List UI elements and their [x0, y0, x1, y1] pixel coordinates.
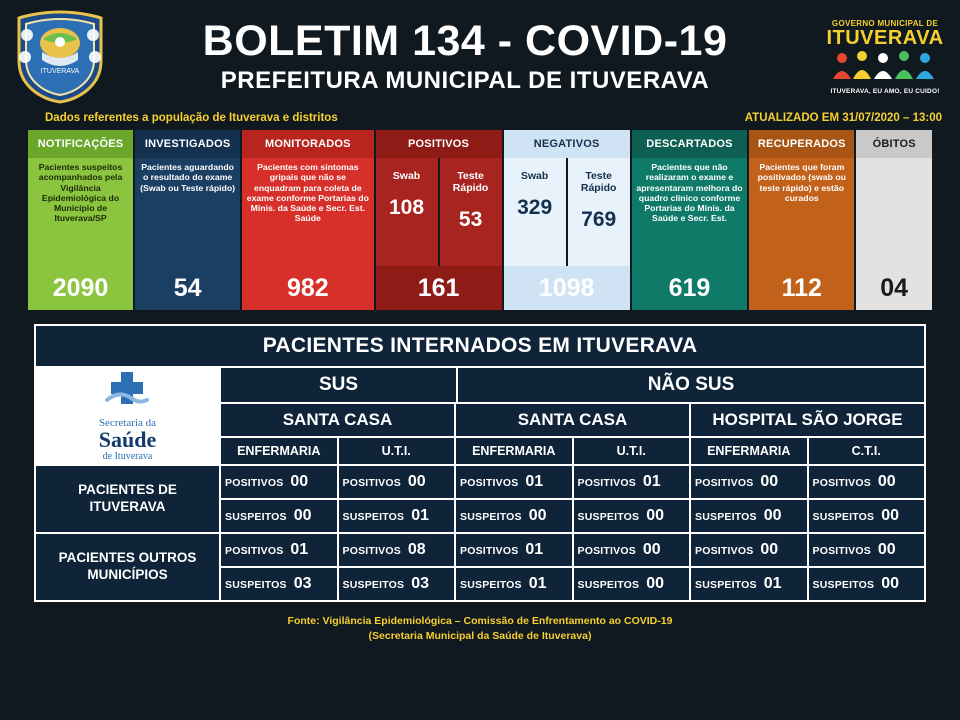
cell-positivos-r0c3	[574, 466, 692, 498]
stat-desc-obitos	[856, 158, 932, 266]
table-row	[36, 532, 924, 600]
value-positivos: 00	[877, 541, 896, 558]
label-suspeitos: SUSPEITOS	[460, 511, 522, 523]
page-title: BOLETIM 134 - COVID-19	[202, 17, 728, 66]
internados-header-grid	[36, 366, 924, 464]
tier1-nao-sus: NÃO SUS	[647, 374, 735, 395]
people-figures-icon	[830, 51, 940, 86]
page-subtitle: PREFEITURA MUNICIPAL DE ITUVERAVA	[220, 66, 710, 94]
cell-suspeitos-r0c0	[221, 500, 339, 532]
cell-positivos-r0c2	[456, 466, 574, 498]
stat-value-notificacoes: 2090	[28, 266, 133, 310]
stat-value-obitos: 04	[856, 266, 932, 310]
label-positivos: POSITIVOS	[577, 545, 636, 557]
label-suspeitos: SUSPEITOS	[225, 511, 287, 523]
subheader-bar	[0, 110, 960, 128]
stat-value-negativos: 1098	[504, 266, 630, 310]
cell-suspeitos-r0c2	[456, 500, 574, 532]
stat-value-positivos: 161	[376, 266, 502, 310]
stat-header-notificacoes: NOTIFICAÇÕES	[28, 130, 133, 158]
stat-split-negativos	[504, 158, 630, 266]
government-logo	[820, 7, 950, 107]
stat-column-monitorados	[242, 130, 375, 310]
stat-positivos-teste-rapido-label: Teste Rápido	[452, 170, 489, 195]
value-suspeitos: 03	[293, 575, 312, 592]
svg-text:ITUVERAVA: ITUVERAVA	[40, 68, 80, 75]
stat-desc-notificacoes: Pacientes suspeitos acompanhados pela Vigilância Epidemiológica do Município de Ituverava/SP	[28, 158, 133, 266]
value-positivos: 01	[290, 541, 309, 558]
value-suspeitos: 01	[528, 575, 547, 592]
value-suspeitos: 00	[763, 507, 782, 524]
suspeitos-line	[221, 500, 924, 532]
value-suspeitos: 00	[881, 507, 900, 524]
cell-suspeitos-r0c5	[809, 500, 925, 532]
label-positivos: POSITIVOS	[812, 477, 871, 489]
label-positivos: POSITIVOS	[460, 477, 519, 489]
stat-column-recuperados	[749, 130, 856, 310]
tier3-enfermaria-3: ENFERMARIA	[691, 438, 809, 464]
footer-line-2: (Secretaria Municipal da Saúde de Ituverava)	[368, 629, 592, 642]
header-text	[110, 19, 820, 94]
value-positivos: 08	[407, 541, 426, 558]
footer-line-1: Fonte: Vigilância Epidemiológica – Comissão de Enfrentamento ao COVID-19	[287, 615, 673, 627]
value-suspeitos: 00	[881, 575, 900, 592]
stat-value-recuperados: 112	[749, 266, 854, 310]
stat-negativos-swab	[504, 158, 566, 266]
label-suspeitos: SUSPEITOS	[577, 511, 640, 523]
tier1-sus: SUS	[221, 368, 458, 402]
stat-positivos-swab-value: 108	[389, 196, 425, 220]
label-positivos: POSITIVOS	[225, 477, 284, 489]
stat-negativos-teste-rapido-value: 769	[581, 208, 617, 232]
label-suspeitos: SUSPEITOS	[225, 579, 287, 591]
row-label-pacientes-outros-municipios: PACIENTES OUTROS MUNICÍPIOS	[36, 534, 221, 600]
cell-suspeitos-r1c2	[456, 568, 574, 600]
label-positivos: POSITIVOS	[342, 545, 401, 557]
cell-positivos-r0c1	[339, 466, 457, 498]
label-suspeitos: SUSPEITOS	[695, 511, 757, 523]
cell-suspeitos-r1c0	[221, 568, 339, 600]
value-positivos: 01	[525, 473, 544, 490]
value-positivos: 00	[642, 541, 661, 558]
stat-column-descartados	[632, 130, 750, 310]
label-suspeitos: SUSPEITOS	[342, 579, 405, 591]
value-positivos: 00	[407, 473, 426, 490]
internados-title: PACIENTES INTERNADOS EM ITUVERAVA	[262, 334, 698, 357]
stat-desc-investigados: Pacientes aguardando o resultado do exame (Swab ou Teste rápido)	[135, 158, 240, 266]
tier1-row	[221, 368, 924, 404]
stat-column-obitos	[856, 130, 932, 310]
tier2-santa-casa-nao-sus: SANTA CASA	[456, 404, 691, 436]
cell-suspeitos-r0c1	[339, 500, 457, 532]
cell-positivos-r1c0	[221, 534, 339, 566]
stat-desc-recuperados: Pacientes que foram positivados (swab ou teste rápido) e estão curados	[749, 158, 854, 266]
cell-suspeitos-r0c4	[691, 500, 809, 532]
stat-negativos-swab-label: Swab	[520, 170, 549, 182]
value-suspeitos: 00	[293, 507, 312, 524]
cell-suspeitos-r0c3	[574, 500, 692, 532]
coat-of-arms-icon	[10, 7, 110, 107]
value-suspeitos: 01	[763, 575, 782, 592]
stat-positivos-swab	[376, 158, 438, 266]
label-positivos: POSITIVOS	[695, 477, 754, 489]
internados-panel	[34, 324, 926, 602]
tier3-enfermaria-1: ENFERMARIA	[221, 438, 339, 464]
stat-header-negativos: NEGATIVOS	[504, 130, 630, 158]
value-positivos: 01	[642, 473, 661, 490]
stat-header-monitorados: MONITORADOS	[242, 130, 373, 158]
value-suspeitos: 00	[646, 507, 665, 524]
tier2-row	[221, 404, 924, 438]
tier2-santa-casa-sus: SANTA CASA	[221, 404, 456, 436]
value-suspeitos: 00	[528, 507, 547, 524]
stat-header-investigados: INVESTIGADOS	[135, 130, 240, 158]
label-suspeitos: SUSPEITOS	[812, 511, 875, 523]
stat-desc-descartados: Pacientes que não realizaram o exame e apresentaram melhora do quadro clínico conforme Portarias do Minis. da Saúde e Secr. Est.	[632, 158, 748, 266]
cell-positivos-r0c0	[221, 466, 339, 498]
health-cross-icon	[99, 370, 156, 415]
cell-positivos-r0c4	[691, 466, 809, 498]
value-suspeitos: 00	[646, 575, 665, 592]
stat-column-investigados	[135, 130, 242, 310]
cell-suspeitos-r1c5	[809, 568, 925, 600]
stats-table	[28, 130, 932, 310]
cell-positivos-r1c2	[456, 534, 574, 566]
value-positivos: 00	[760, 473, 779, 490]
label-positivos: POSITIVOS	[577, 477, 636, 489]
stat-negativos-teste-rapido-label: Teste Rápido	[580, 170, 617, 195]
stat-positivos-teste-rapido-value: 53	[458, 208, 483, 232]
stat-negativos-teste-rapido	[568, 158, 630, 266]
label-suspeitos: SUSPEITOS	[460, 579, 522, 591]
cell-suspeitos-r1c3	[574, 568, 692, 600]
stat-value-investigados: 54	[135, 266, 240, 310]
hospital-header-columns	[221, 368, 924, 464]
stat-value-descartados: 619	[632, 266, 748, 310]
row-label-pacientes-ituverava: PACIENTES DE ITUVERAVA	[36, 466, 221, 532]
row-cells-pacientes-outros-municipios	[221, 534, 924, 600]
table-row	[36, 464, 924, 532]
tier3-cti: C.T.I.	[851, 444, 881, 458]
stat-positivos-teste-rapido	[440, 158, 502, 266]
label-suspeitos: SUSPEITOS	[577, 579, 640, 591]
suspeitos-line	[221, 568, 924, 600]
cell-positivos-r1c4	[691, 534, 809, 566]
tier3-uti-1: U.T.I.	[339, 438, 457, 464]
value-positivos: 00	[760, 541, 779, 558]
stat-header-descartados: DESCARTADOS	[632, 130, 748, 158]
label-positivos: POSITIVOS	[460, 545, 519, 557]
stat-negativos-swab-value: 329	[517, 196, 553, 220]
logo-line-2: Saúde	[98, 427, 157, 452]
logo-line-3: de Ituverava	[102, 451, 153, 462]
cell-positivos-r1c1	[339, 534, 457, 566]
cell-positivos-r1c3	[574, 534, 692, 566]
label-positivos: POSITIVOS	[812, 545, 871, 557]
stat-column-negativos	[504, 130, 632, 310]
tier3-row	[221, 438, 924, 464]
label-positivos: POSITIVOS	[695, 545, 754, 557]
last-updated: ATUALIZADO EM 31/07/2020 – 13:00	[744, 112, 942, 124]
row-cells-pacientes-ituverava	[221, 466, 924, 532]
stat-header-recuperados: RECUPERADOS	[749, 130, 854, 158]
cell-suspeitos-r1c4	[691, 568, 809, 600]
label-positivos: POSITIVOS	[225, 545, 284, 557]
value-positivos: 00	[290, 473, 309, 490]
value-positivos: 00	[877, 473, 896, 490]
stat-positivos-swab-label: Swab	[392, 170, 421, 182]
health-department-logo	[36, 368, 221, 464]
value-suspeitos: 03	[411, 575, 430, 592]
stat-column-positivos	[376, 130, 504, 310]
gov-logo-top: GOVERNO MUNICIPAL DE	[831, 19, 939, 28]
cell-positivos-r1c5	[809, 534, 925, 566]
stat-desc-monitorados: Pacientes com sintomas gripais que não se enquadram para coleta de exame conforme Portarias do Minis. da Saúde e Secr. Est. Saúde	[242, 158, 373, 266]
tier3-enfermaria-2: ENFERMARIA	[456, 438, 574, 464]
logo-line-1: Secretaria da	[98, 417, 157, 429]
tier3-uti-2: U.T.I.	[574, 438, 692, 464]
tier2-hospital-sao-jorge: HOSPITAL SÃO JORGE	[712, 410, 903, 429]
stat-column-notificacoes	[28, 130, 135, 310]
value-suspeitos: 01	[411, 507, 430, 524]
gov-logo-slogan: ITUVERAVA, EU AMO, EU CUIDO!	[830, 88, 940, 95]
value-positivos: 01	[525, 541, 544, 558]
positivos-line	[221, 534, 924, 568]
cell-suspeitos-r1c1	[339, 568, 457, 600]
stat-value-monitorados: 982	[242, 266, 373, 310]
stat-header-obitos: ÓBITOS	[856, 130, 932, 158]
label-suspeitos: SUSPEITOS	[812, 579, 875, 591]
cell-positivos-r0c5	[809, 466, 925, 498]
label-suspeitos: SUSPEITOS	[695, 579, 757, 591]
label-suspeitos: SUSPEITOS	[342, 511, 405, 523]
page-header	[0, 0, 960, 110]
stat-split-positivos	[376, 158, 502, 266]
gov-logo-name: ITUVERAVA	[826, 27, 944, 49]
label-positivos: POSITIVOS	[342, 477, 401, 489]
stat-header-positivos: POSITIVOS	[376, 130, 502, 158]
page-footer	[0, 614, 960, 643]
data-scope-note: Dados referentes a população de Ituverava e distritos	[45, 112, 338, 124]
positivos-line	[221, 466, 924, 500]
